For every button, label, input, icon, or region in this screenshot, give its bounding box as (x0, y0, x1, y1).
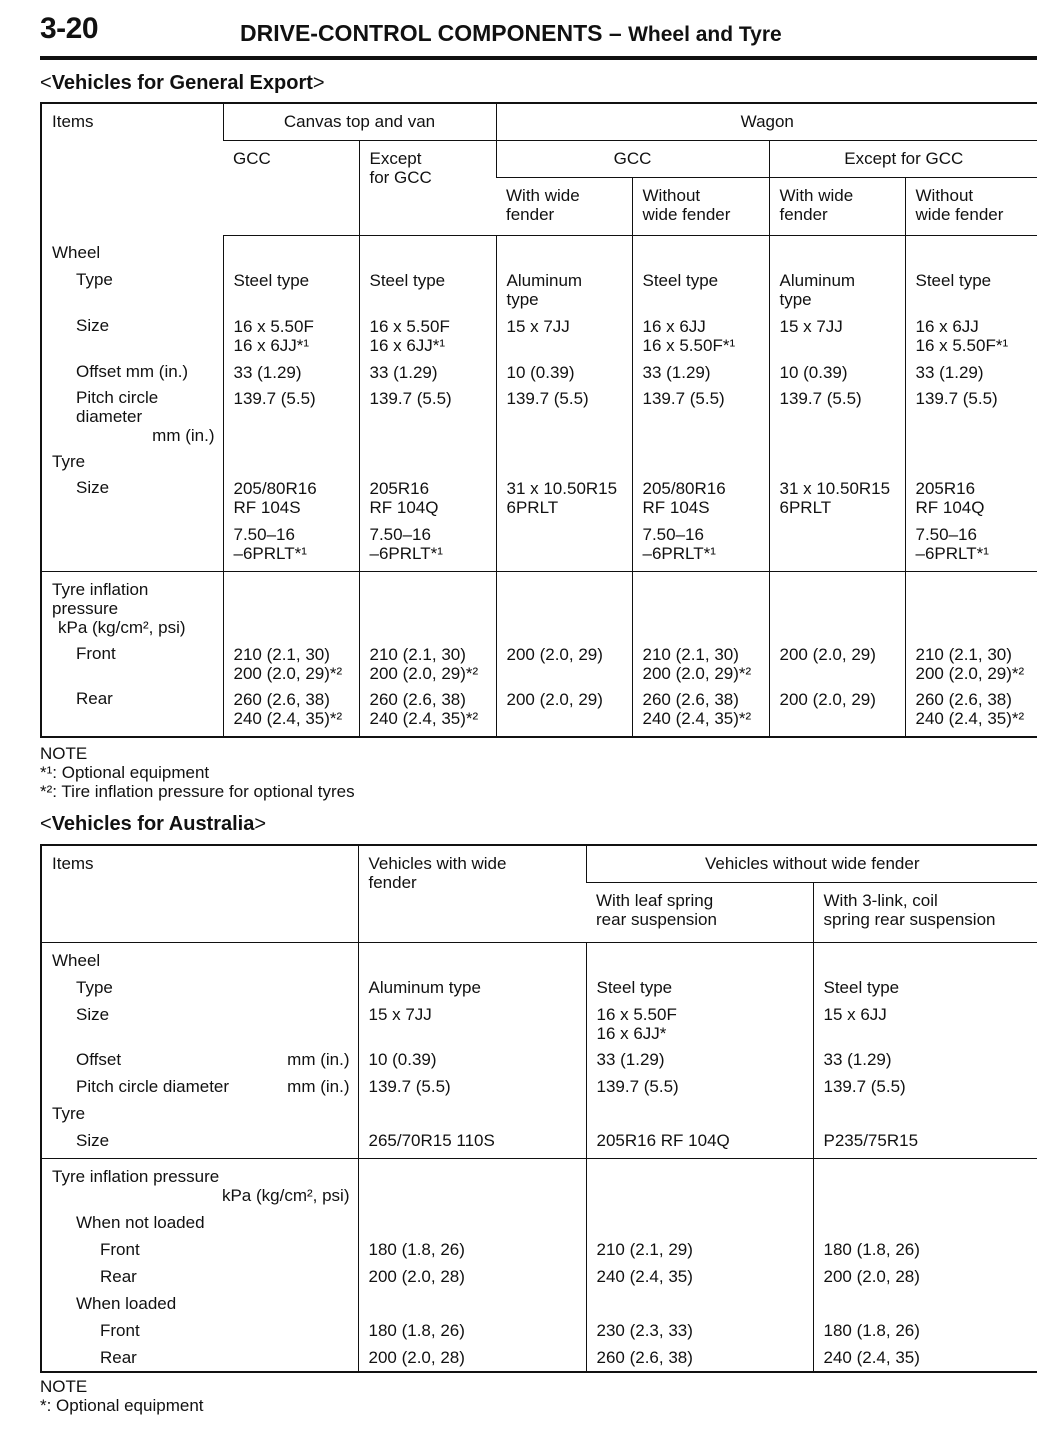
general-inflation-3 (496, 571, 632, 737)
chapter-name: DRIVE-CONTROL COMPONENTS (240, 20, 603, 46)
cell-type: Aluminum (506, 270, 583, 290)
cell-front: 180 (1.8, 26) (823, 1320, 920, 1340)
cell-pcd: 139.7 (5.5) (596, 1076, 679, 1096)
label-pcd: Pitch circle diameter (76, 1076, 230, 1096)
aus-col-1 (358, 942, 586, 1158)
section-title-general: <Vehicles for General Export> (40, 72, 325, 94)
general-inflation-1 (223, 571, 359, 737)
note-item: *¹: Optional equipment (40, 763, 210, 782)
cell-size: 15 x 7JJ (779, 316, 843, 336)
header-canvas: Canvas top and van (223, 103, 496, 140)
cell-type: type (779, 289, 812, 309)
cell-tyre: –6PRLT*¹ (233, 543, 307, 563)
cell-size: 16 x 6JJ*¹ (233, 335, 310, 355)
cell-rear: 260 (2.6, 38) (915, 689, 1012, 709)
label-not-loaded: When not loaded (76, 1212, 205, 1232)
section-name: Wheel and Tyre (628, 23, 782, 46)
general-inflation-4 (632, 571, 769, 737)
cell-pcd: 139.7 (5.5) (368, 1076, 451, 1096)
general-col-2 (359, 235, 496, 571)
aus-inflation-1 (358, 1158, 586, 1372)
cell-front: 210 (2.1, 30) (915, 644, 1012, 664)
label-inflation: Tyre inflation (52, 579, 149, 599)
cell-tyre: –6PRLT*¹ (369, 543, 443, 563)
cell-tyre: 7.50–16 (369, 524, 431, 544)
aus-col-2 (586, 942, 813, 1158)
label-rear: Rear (76, 688, 113, 708)
general-col-1 (223, 235, 359, 571)
header-line: wide fender (915, 204, 1004, 224)
cell-rear: 240 (2.4, 35)*² (369, 708, 479, 728)
header-line: fender (368, 873, 417, 892)
section-title-australia-text: Vehicles for Australia (51, 813, 255, 835)
cell-type: Steel type (642, 270, 719, 290)
cell-offset: 10 (0.39) (368, 1049, 437, 1069)
label-front: Front (100, 1239, 140, 1259)
label-wheel: Wheel (52, 950, 101, 970)
label-inflation-unit: kPa (kg/cm², psi) (221, 1185, 350, 1205)
cell-size: 16 x 5.50F (233, 316, 314, 336)
header-line: fender (506, 204, 555, 224)
aus-header-coil (813, 882, 1037, 942)
cell-size: 16 x 5.50F*¹ (915, 335, 1009, 355)
cell-type: Steel type (369, 270, 446, 290)
cell-type: Steel type (823, 977, 900, 997)
cell-size: 16 x 6JJ (642, 316, 706, 336)
cell-size: 15 x 6JJ (823, 1004, 887, 1024)
cell-front: 210 (2.1, 30) (369, 644, 466, 664)
header-canvas-gcc: GCC (223, 140, 359, 235)
header-canvas-except (359, 140, 496, 235)
cell-front: 180 (1.8, 26) (368, 1239, 465, 1259)
cell-rear: 240 (2.4, 35)*² (233, 708, 343, 728)
cell-pcd: 139.7 (5.5) (642, 388, 725, 408)
aus-header-with-wide (358, 845, 586, 942)
cell-rear: 260 (2.6, 38) (233, 689, 330, 709)
cell-rear: 200 (2.0, 28) (368, 1347, 465, 1367)
general-col-5 (769, 235, 905, 571)
label-inflation: pressure (52, 598, 119, 618)
note-title: NOTE (40, 1377, 88, 1396)
wheel-tyre-labels (41, 235, 223, 571)
label-pcd: Pitch circle (76, 388, 159, 407)
cell-pcd: 139.7 (5.5) (233, 388, 316, 408)
cell-tyre: –6PRLT*¹ (642, 543, 716, 563)
aus-inflation-3 (813, 1158, 1037, 1372)
label-loaded: When loaded (76, 1293, 177, 1313)
cell-tyre: 205/80R16 (233, 478, 317, 498)
header-wagon-except: Except for GCC (769, 140, 1037, 177)
cell-type: Steel type (596, 977, 673, 997)
label-rear: Rear (100, 1266, 137, 1286)
label-unit: mm (in.) (287, 1049, 350, 1069)
cell-pcd: 139.7 (5.5) (779, 388, 862, 408)
cell-front: 200 (2.0, 29)*² (233, 663, 343, 683)
page-number: 3-20 (40, 12, 99, 45)
cell-front: 200 (2.0, 29)*² (915, 663, 1025, 683)
label-pcd-unit: mm (in.) (152, 426, 215, 445)
cell-offset: 33 (1.29) (915, 362, 984, 382)
cell-offset: 33 (1.29) (233, 362, 302, 382)
cell-type: Steel type (233, 270, 310, 290)
header-with-wide (769, 177, 905, 235)
header-line: wide fender (642, 204, 731, 224)
cell-rear: 200 (2.0, 29) (779, 689, 876, 709)
header-with-wide (496, 177, 632, 235)
header-line: rear suspension (596, 909, 717, 929)
cell-rear: 200 (2.0, 29) (506, 689, 603, 709)
label-offset: Offset mm (in.) (76, 362, 189, 381)
header-line: With wide (779, 185, 854, 205)
header-line: Without (642, 185, 701, 205)
cell-front: 180 (1.8, 26) (823, 1239, 920, 1259)
label-size: Size (76, 1004, 110, 1024)
cell-tyre: 205/80R16 (642, 478, 726, 498)
aus-inflation-labels (41, 1158, 358, 1372)
label-tyre-size: Size (76, 478, 110, 497)
label-tyre: Tyre (52, 1103, 86, 1123)
cell-size: 16 x 5.50F (596, 1004, 677, 1024)
cell-rear: 240 (2.4, 35)*² (642, 708, 752, 728)
aus-header-leaf (586, 882, 813, 942)
cell-tyre: 265/70R15 110S (368, 1130, 495, 1150)
cell-tyre: 6PRLT (779, 497, 832, 517)
cell-front: 180 (1.8, 26) (368, 1320, 465, 1340)
header-line: With wide (506, 185, 580, 205)
cell-size: 15 x 7JJ (506, 316, 570, 336)
cell-tyre: 205R16 RF 104Q (596, 1130, 730, 1150)
cell-tyre: 7.50–16 (915, 524, 977, 544)
label-pcd: diameter (76, 407, 143, 426)
cell-front: 210 (2.1, 29) (596, 1239, 693, 1259)
label-offset: Offset (76, 1049, 122, 1069)
cell-rear: 200 (2.0, 28) (368, 1266, 465, 1286)
cell-tyre: 6PRLT (506, 497, 559, 517)
aus-inflation-2 (586, 1158, 813, 1372)
label-tyre-size: Size (76, 1130, 110, 1150)
header-wagon-gcc: GCC (496, 140, 769, 177)
cell-tyre: 7.50–16 (233, 524, 295, 544)
cell-tyre: 205R16 (915, 478, 976, 498)
aus-wheel-labels (41, 942, 358, 1158)
header-line: Except (369, 148, 422, 168)
cell-rear: 240 (2.4, 35) (596, 1266, 693, 1286)
cell-pcd: 139.7 (5.5) (369, 388, 452, 408)
header-line: spring rear suspension (823, 909, 996, 929)
header-without-wide (905, 177, 1037, 235)
general-col-4 (632, 235, 769, 571)
label-inflation-unit: kPa (kg/cm², psi) (58, 617, 186, 637)
cell-front: 200 (2.0, 29)*² (369, 663, 479, 683)
header-wagon: Wagon (496, 103, 1037, 140)
label-type: Type (76, 977, 113, 997)
label-type: Type (76, 270, 113, 289)
header-without-wide (632, 177, 769, 235)
cell-rear: 200 (2.0, 28) (823, 1266, 920, 1286)
general-inflation-2 (359, 571, 496, 737)
chapter-title (240, 20, 782, 47)
cell-offset: 33 (1.29) (642, 362, 711, 382)
cell-rear: 260 (2.6, 38) (642, 689, 739, 709)
cell-tyre: RF 104Q (915, 497, 985, 517)
section-title-australia: <Vehicles for Australia> (40, 813, 267, 835)
cell-offset: 10 (0.39) (779, 362, 848, 382)
cell-tyre: RF 104S (642, 497, 710, 517)
label-size: Size (76, 316, 110, 335)
cell-offset: 33 (1.29) (596, 1049, 665, 1069)
header-line: Vehicles with wide (368, 854, 507, 873)
general-notes (40, 744, 355, 801)
header-items: Items (52, 112, 94, 131)
cell-size: 16 x 5.50F (369, 316, 450, 336)
cell-front: 200 (2.0, 29)*² (642, 663, 752, 683)
header-line: fender (779, 204, 828, 224)
title-dash: – (608, 20, 622, 46)
cell-rear: 260 (2.6, 38) (369, 689, 466, 709)
header-line: for GCC (369, 167, 432, 187)
label-unit: mm (in.) (287, 1076, 350, 1096)
page-header (40, 12, 1037, 60)
label-front: Front (100, 1320, 140, 1340)
header-line: Without (915, 185, 974, 205)
note-item: *²: Tire inflation pressure for optional tyres (40, 782, 355, 801)
cell-rear: 240 (2.4, 35)*² (915, 708, 1025, 728)
cell-type: Aluminum (779, 270, 856, 290)
label-tyre: Tyre (52, 452, 86, 471)
cell-type: Steel type (915, 270, 992, 290)
cell-tyre: 31 x 10.50R15 (779, 478, 891, 498)
cell-tyre: RF 104S (233, 497, 301, 517)
cell-size: 16 x 6JJ (915, 316, 979, 336)
general-col-3 (496, 235, 632, 571)
cell-front: 210 (2.1, 30) (233, 644, 330, 664)
cell-tyre: 31 x 10.50R15 (506, 478, 618, 498)
note-item: *: Optional equipment (40, 1396, 204, 1415)
cell-rear: 240 (2.4, 35) (823, 1347, 920, 1367)
label-offset-row (52, 1050, 358, 1077)
cell-tyre: –6PRLT*¹ (915, 543, 989, 563)
inflation-labels (41, 571, 223, 737)
australia-table (40, 844, 1037, 1373)
section-title-general-text: Vehicles for General Export (51, 72, 313, 94)
cell-rear: 260 (2.6, 38) (596, 1347, 693, 1367)
label-inflation: Tyre inflation pressure (52, 1166, 220, 1186)
cell-type: type (506, 289, 539, 309)
label-rear: Rear (100, 1347, 137, 1367)
note-title: NOTE (40, 744, 88, 763)
cell-tyre: 205R16 (369, 478, 430, 498)
label-wheel: Wheel (52, 243, 101, 262)
cell-front: 200 (2.0, 29) (506, 644, 603, 664)
aus-header-items: Items (41, 845, 358, 942)
cell-offset: 10 (0.39) (506, 362, 575, 382)
general-col-6 (905, 235, 1037, 571)
cell-front: 210 (2.1, 30) (642, 644, 739, 664)
cell-size: 16 x 5.50F*¹ (642, 335, 736, 355)
cell-tyre: P235/75R15 (823, 1130, 919, 1150)
cell-front: 230 (2.3, 33) (596, 1320, 693, 1340)
general-export-table (40, 102, 1037, 738)
cell-pcd: 139.7 (5.5) (506, 388, 589, 408)
australia-notes (40, 1377, 204, 1415)
cell-type: Aluminum type (368, 977, 481, 997)
label-front: Front (76, 643, 116, 663)
header-line: With 3-link, coil (823, 890, 938, 910)
cell-offset: 33 (1.29) (823, 1049, 892, 1069)
cell-size: 16 x 6JJ*¹ (369, 335, 446, 355)
general-inflation-6 (905, 571, 1037, 737)
cell-tyre: RF 104Q (369, 497, 439, 517)
cell-size: 16 x 6JJ* (596, 1023, 667, 1043)
aus-header-without-wide: Vehicles without wide fender (586, 845, 1037, 882)
cell-size: 15 x 7JJ (368, 1004, 432, 1024)
aus-col-3 (813, 942, 1037, 1158)
header-line: With leaf spring (596, 890, 714, 910)
cell-pcd: 139.7 (5.5) (915, 388, 998, 408)
label-pcd-row (52, 1077, 358, 1104)
cell-front: 200 (2.0, 29) (779, 644, 876, 664)
cell-offset: 33 (1.29) (369, 362, 438, 382)
general-inflation-5 (769, 571, 905, 737)
cell-tyre: 7.50–16 (642, 524, 704, 544)
cell-pcd: 139.7 (5.5) (823, 1076, 906, 1096)
